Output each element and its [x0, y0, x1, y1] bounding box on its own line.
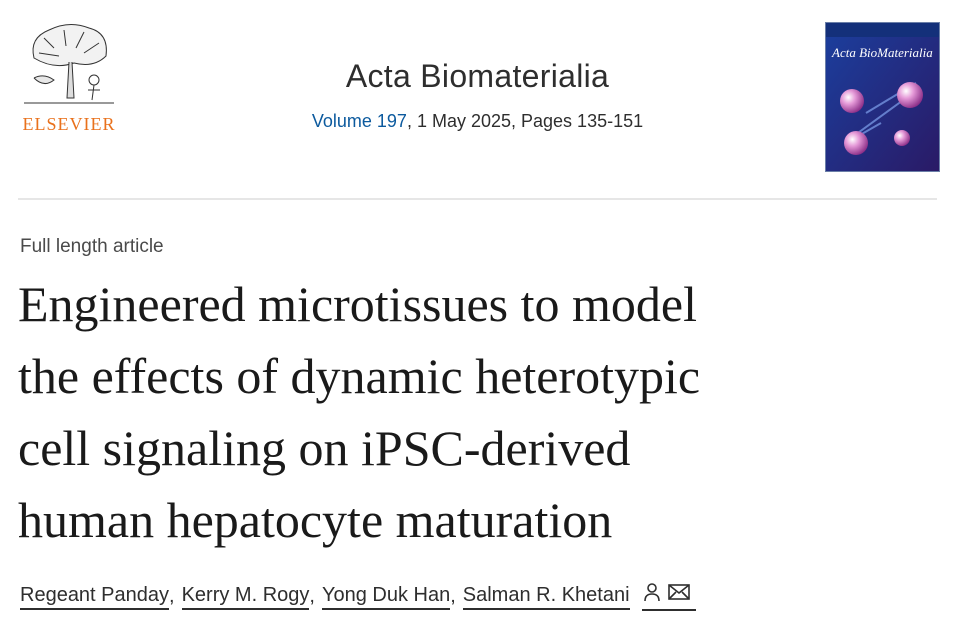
- author-list: [20, 582, 696, 611]
- title-line: cell signaling on iPSC-derived: [18, 420, 631, 476]
- journal-issue: [0, 111, 955, 132]
- author-link[interactable]: Regeant Panday: [20, 584, 169, 610]
- journal-title[interactable]: Acta Biomaterialia: [345, 58, 610, 94]
- mail-icon[interactable]: [668, 583, 690, 607]
- author-separator: ,: [450, 585, 456, 607]
- article-title: [18, 268, 918, 556]
- author-separator: ,: [309, 585, 315, 607]
- publisher-name: ELSEVIER: [22, 114, 116, 134]
- person-icon[interactable]: [642, 582, 662, 608]
- article-type: Full length article: [20, 236, 164, 257]
- journal-cover-image[interactable]: [825, 22, 940, 172]
- author-separator: ,: [169, 585, 175, 607]
- author-link[interactable]: Salman R. Khetani: [463, 584, 630, 610]
- issue-details: , 1 May 2025, Pages 135-151: [406, 111, 644, 131]
- header-divider: [18, 198, 937, 200]
- cover-title: Acta BioMaterialia: [832, 45, 933, 60]
- author-contact-icons[interactable]: [642, 582, 696, 611]
- journal-info: [0, 58, 955, 132]
- title-line: the effects of dynamic heterotypic: [18, 348, 701, 404]
- author-link[interactable]: Kerry M. Rogy: [182, 584, 310, 610]
- volume-link[interactable]: Volume 197: [311, 111, 407, 131]
- title-line: human hepatocyte maturation: [18, 492, 613, 548]
- title-line: Engineered microtissues to model: [18, 276, 698, 332]
- journal-header: [0, 0, 955, 200]
- author-link[interactable]: Yong Duk Han: [322, 584, 450, 610]
